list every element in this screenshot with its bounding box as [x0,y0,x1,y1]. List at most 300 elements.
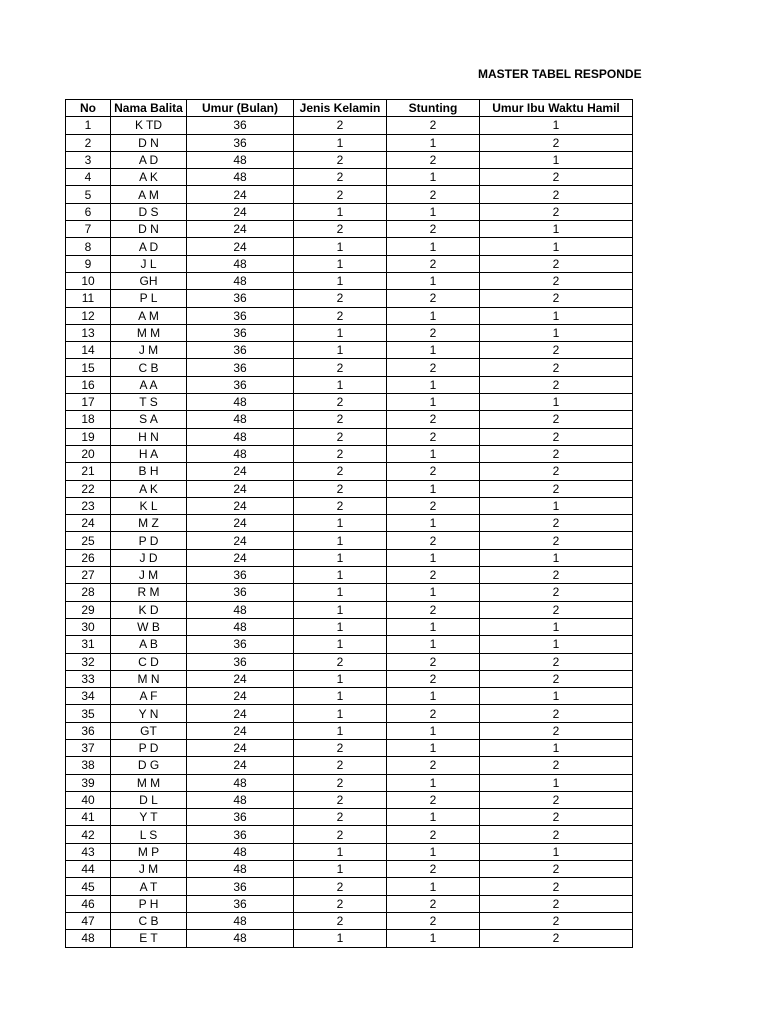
cell-stunting: 1 [387,584,480,601]
table-row [66,601,633,618]
cell-no: 24 [66,515,111,532]
cell-jenis-kelamin: 2 [294,359,387,376]
cell-stunting: 2 [387,757,480,774]
cell-stunting: 2 [387,791,480,808]
cell-no: 31 [66,636,111,653]
cell-nama-balita: D G [111,757,187,774]
cell-nama-balita: T S [111,394,187,411]
cell-stunting: 1 [387,169,480,186]
cell-no: 16 [66,376,111,393]
cell-umur-bulan: 36 [187,895,294,912]
page-title: MASTER TABEL RESPONDE [478,67,642,81]
cell-umur-bulan: 36 [187,567,294,584]
cell-jenis-kelamin: 1 [294,342,387,359]
cell-umur-ibu: 1 [480,843,633,860]
cell-no: 2 [66,134,111,151]
header-jenis-kelamin: Jenis Kelamin [294,100,387,117]
cell-no: 40 [66,791,111,808]
cell-umur-ibu: 2 [480,930,633,947]
cell-umur-ibu: 2 [480,757,633,774]
cell-stunting: 2 [387,670,480,687]
cell-umur-ibu: 2 [480,359,633,376]
cell-umur-bulan: 36 [187,134,294,151]
cell-umur-ibu: 2 [480,463,633,480]
cell-umur-ibu: 2 [480,584,633,601]
cell-jenis-kelamin: 2 [294,394,387,411]
cell-no: 1 [66,117,111,134]
cell-nama-balita: GT [111,722,187,739]
cell-jenis-kelamin: 2 [294,809,387,826]
cell-stunting: 2 [387,601,480,618]
cell-umur-bulan: 48 [187,272,294,289]
cell-umur-ibu: 1 [480,636,633,653]
cell-no: 38 [66,757,111,774]
cell-no: 4 [66,169,111,186]
cell-umur-bulan: 48 [187,445,294,462]
cell-jenis-kelamin: 1 [294,843,387,860]
table-row [66,515,633,532]
cell-nama-balita: A K [111,480,187,497]
cell-umur-bulan: 24 [187,221,294,238]
cell-jenis-kelamin: 2 [294,774,387,791]
cell-umur-bulan: 48 [187,601,294,618]
table-row [66,307,633,324]
header-umur-bulan: Umur (Bulan) [187,100,294,117]
cell-umur-bulan: 24 [187,186,294,203]
table-row [66,739,633,756]
cell-stunting: 1 [387,238,480,255]
header-stunting: Stunting [387,100,480,117]
cell-umur-bulan: 48 [187,428,294,445]
cell-jenis-kelamin: 1 [294,601,387,618]
cell-stunting: 2 [387,359,480,376]
cell-nama-balita: R M [111,584,187,601]
cell-nama-balita: C D [111,653,187,670]
table-row [66,480,633,497]
table-row [66,238,633,255]
cell-umur-ibu: 2 [480,480,633,497]
table-row [66,134,633,151]
cell-nama-balita: A D [111,238,187,255]
cell-no: 7 [66,221,111,238]
cell-nama-balita: P H [111,895,187,912]
table-row [66,428,633,445]
cell-umur-ibu: 2 [480,895,633,912]
cell-umur-ibu: 2 [480,428,633,445]
cell-jenis-kelamin: 1 [294,549,387,566]
cell-nama-balita: A A [111,376,187,393]
cell-umur-bulan: 24 [187,670,294,687]
cell-nama-balita: C B [111,359,187,376]
cell-umur-bulan: 36 [187,307,294,324]
cell-umur-ibu: 2 [480,722,633,739]
cell-no: 48 [66,930,111,947]
cell-no: 46 [66,895,111,912]
cell-no: 3 [66,151,111,168]
cell-stunting: 2 [387,826,480,843]
cell-jenis-kelamin: 2 [294,307,387,324]
cell-stunting: 2 [387,912,480,929]
table-row [66,826,633,843]
cell-nama-balita: K D [111,601,187,618]
cell-no: 19 [66,428,111,445]
cell-no: 34 [66,688,111,705]
header-no: No [66,100,111,117]
cell-jenis-kelamin: 2 [294,186,387,203]
cell-jenis-kelamin: 2 [294,428,387,445]
cell-umur-ibu: 2 [480,567,633,584]
cell-umur-bulan: 36 [187,376,294,393]
cell-stunting: 2 [387,151,480,168]
cell-umur-ibu: 1 [480,117,633,134]
cell-jenis-kelamin: 2 [294,117,387,134]
cell-umur-bulan: 36 [187,809,294,826]
table-row [66,497,633,514]
table-row [66,186,633,203]
table-row [66,532,633,549]
cell-no: 41 [66,809,111,826]
table-row [66,117,633,134]
cell-umur-bulan: 24 [187,757,294,774]
cell-jenis-kelamin: 2 [294,653,387,670]
cell-umur-ibu: 2 [480,290,633,307]
cell-nama-balita: M P [111,843,187,860]
cell-no: 44 [66,861,111,878]
cell-no: 42 [66,826,111,843]
cell-stunting: 2 [387,255,480,272]
cell-umur-ibu: 1 [480,774,633,791]
cell-jenis-kelamin: 1 [294,636,387,653]
cell-jenis-kelamin: 1 [294,134,387,151]
cell-stunting: 1 [387,134,480,151]
cell-umur-bulan: 48 [187,912,294,929]
cell-umur-ibu: 1 [480,618,633,635]
cell-umur-bulan: 24 [187,515,294,532]
cell-umur-bulan: 36 [187,653,294,670]
cell-nama-balita: A B [111,636,187,653]
cell-no: 43 [66,843,111,860]
cell-jenis-kelamin: 2 [294,912,387,929]
cell-no: 32 [66,653,111,670]
cell-no: 13 [66,324,111,341]
cell-umur-ibu: 2 [480,376,633,393]
cell-jenis-kelamin: 2 [294,739,387,756]
header-umur-ibu: Umur Ibu Waktu Hamil [480,100,633,117]
table-body [66,117,633,947]
cell-umur-bulan: 36 [187,290,294,307]
cell-umur-ibu: 2 [480,705,633,722]
cell-no: 26 [66,549,111,566]
table-row [66,757,633,774]
cell-umur-ibu: 1 [480,238,633,255]
cell-umur-bulan: 24 [187,497,294,514]
cell-nama-balita: J M [111,861,187,878]
cell-jenis-kelamin: 1 [294,238,387,255]
table-row [66,618,633,635]
cell-stunting: 2 [387,463,480,480]
cell-no: 15 [66,359,111,376]
cell-umur-ibu: 1 [480,324,633,341]
cell-stunting: 1 [387,739,480,756]
cell-umur-bulan: 48 [187,930,294,947]
cell-jenis-kelamin: 1 [294,515,387,532]
cell-nama-balita: D N [111,221,187,238]
cell-umur-ibu: 2 [480,826,633,843]
cell-umur-ibu: 2 [480,272,633,289]
cell-nama-balita: Y N [111,705,187,722]
cell-umur-bulan: 24 [187,705,294,722]
table-row [66,376,633,393]
cell-umur-bulan: 36 [187,324,294,341]
cell-no: 22 [66,480,111,497]
master-table [65,99,633,948]
cell-stunting: 2 [387,290,480,307]
cell-jenis-kelamin: 2 [294,878,387,895]
cell-no: 37 [66,739,111,756]
cell-no: 6 [66,203,111,220]
cell-stunting: 2 [387,428,480,445]
cell-jenis-kelamin: 2 [294,445,387,462]
cell-nama-balita: A K [111,169,187,186]
cell-nama-balita: S A [111,411,187,428]
cell-nama-balita: M Z [111,515,187,532]
cell-umur-ibu: 2 [480,670,633,687]
cell-stunting: 1 [387,376,480,393]
table-row [66,774,633,791]
cell-jenis-kelamin: 1 [294,532,387,549]
cell-no: 27 [66,567,111,584]
table-row [66,636,633,653]
cell-nama-balita: J L [111,255,187,272]
cell-no: 8 [66,238,111,255]
cell-umur-ibu: 1 [480,307,633,324]
table-row [66,843,633,860]
cell-nama-balita: A M [111,307,187,324]
table-row [66,203,633,220]
cell-jenis-kelamin: 2 [294,757,387,774]
cell-stunting: 1 [387,203,480,220]
cell-jenis-kelamin: 1 [294,688,387,705]
cell-nama-balita: C B [111,912,187,929]
cell-nama-balita: A D [111,151,187,168]
table-row [66,912,633,929]
cell-no: 45 [66,878,111,895]
cell-nama-balita: K TD [111,117,187,134]
cell-umur-ibu: 2 [480,653,633,670]
cell-umur-bulan: 48 [187,861,294,878]
cell-umur-bulan: 48 [187,791,294,808]
cell-nama-balita: L S [111,826,187,843]
cell-umur-bulan: 36 [187,826,294,843]
cell-stunting: 1 [387,445,480,462]
cell-stunting: 2 [387,221,480,238]
cell-umur-ibu: 1 [480,151,633,168]
cell-stunting: 1 [387,878,480,895]
cell-stunting: 2 [387,411,480,428]
cell-jenis-kelamin: 2 [294,791,387,808]
table-row [66,722,633,739]
cell-umur-ibu: 2 [480,445,633,462]
cell-umur-bulan: 24 [187,463,294,480]
cell-nama-balita: P D [111,739,187,756]
cell-jenis-kelamin: 1 [294,584,387,601]
cell-nama-balita: E T [111,930,187,947]
cell-stunting: 1 [387,515,480,532]
cell-jenis-kelamin: 1 [294,670,387,687]
cell-jenis-kelamin: 1 [294,203,387,220]
cell-stunting: 1 [387,307,480,324]
cell-stunting: 1 [387,843,480,860]
table-row [66,705,633,722]
cell-umur-bulan: 48 [187,774,294,791]
cell-umur-ibu: 2 [480,532,633,549]
cell-no: 21 [66,463,111,480]
cell-jenis-kelamin: 1 [294,567,387,584]
cell-stunting: 2 [387,861,480,878]
cell-stunting: 2 [387,117,480,134]
table-row [66,169,633,186]
cell-nama-balita: P L [111,290,187,307]
cell-nama-balita: D L [111,791,187,808]
cell-no: 17 [66,394,111,411]
cell-nama-balita: W B [111,618,187,635]
cell-stunting: 1 [387,549,480,566]
cell-nama-balita: H N [111,428,187,445]
cell-nama-balita: H A [111,445,187,462]
cell-no: 30 [66,618,111,635]
cell-umur-ibu: 2 [480,912,633,929]
cell-stunting: 2 [387,186,480,203]
cell-nama-balita: B H [111,463,187,480]
cell-jenis-kelamin: 1 [294,324,387,341]
cell-no: 20 [66,445,111,462]
cell-umur-bulan: 24 [187,480,294,497]
table-row [66,394,633,411]
cell-no: 29 [66,601,111,618]
cell-stunting: 2 [387,653,480,670]
cell-umur-bulan: 24 [187,549,294,566]
cell-umur-bulan: 48 [187,618,294,635]
cell-nama-balita: P D [111,532,187,549]
cell-jenis-kelamin: 2 [294,151,387,168]
cell-jenis-kelamin: 2 [294,497,387,514]
cell-stunting: 2 [387,567,480,584]
cell-no: 10 [66,272,111,289]
table-header-row [66,100,633,117]
table-row [66,324,633,341]
cell-jenis-kelamin: 1 [294,272,387,289]
cell-umur-ibu: 1 [480,549,633,566]
table-row [66,584,633,601]
cell-umur-ibu: 2 [480,809,633,826]
cell-stunting: 1 [387,272,480,289]
table-row [66,653,633,670]
cell-umur-bulan: 24 [187,722,294,739]
cell-nama-balita: A M [111,186,187,203]
table-row [66,221,633,238]
table-row [66,151,633,168]
cell-umur-bulan: 36 [187,359,294,376]
table-row [66,272,633,289]
table-row [66,791,633,808]
cell-nama-balita: M M [111,324,187,341]
table-row [66,809,633,826]
cell-umur-ibu: 1 [480,739,633,756]
cell-nama-balita: J M [111,342,187,359]
cell-stunting: 1 [387,930,480,947]
cell-stunting: 2 [387,532,480,549]
table-row [66,878,633,895]
cell-stunting: 2 [387,895,480,912]
cell-no: 39 [66,774,111,791]
cell-stunting: 1 [387,809,480,826]
cell-stunting: 1 [387,394,480,411]
cell-jenis-kelamin: 2 [294,826,387,843]
cell-jenis-kelamin: 2 [294,169,387,186]
table-row [66,342,633,359]
cell-umur-ibu: 2 [480,134,633,151]
cell-umur-ibu: 1 [480,497,633,514]
table-row [66,688,633,705]
cell-jenis-kelamin: 2 [294,411,387,428]
cell-nama-balita: M N [111,670,187,687]
cell-umur-bulan: 24 [187,532,294,549]
table-row [66,255,633,272]
cell-umur-ibu: 2 [480,186,633,203]
cell-umur-ibu: 2 [480,169,633,186]
cell-nama-balita: J M [111,567,187,584]
cell-nama-balita: A F [111,688,187,705]
cell-umur-bulan: 48 [187,151,294,168]
table-row [66,930,633,947]
cell-no: 23 [66,497,111,514]
cell-umur-ibu: 1 [480,688,633,705]
cell-umur-ibu: 2 [480,601,633,618]
table-row [66,411,633,428]
cell-no: 9 [66,255,111,272]
cell-umur-ibu: 2 [480,791,633,808]
cell-umur-bulan: 24 [187,238,294,255]
table-row [66,549,633,566]
cell-umur-ibu: 2 [480,411,633,428]
cell-umur-bulan: 24 [187,688,294,705]
table-row [66,567,633,584]
cell-stunting: 2 [387,497,480,514]
cell-no: 25 [66,532,111,549]
cell-no: 5 [66,186,111,203]
cell-jenis-kelamin: 1 [294,722,387,739]
table-row [66,445,633,462]
table-row [66,861,633,878]
cell-jenis-kelamin: 1 [294,861,387,878]
cell-no: 12 [66,307,111,324]
cell-no: 18 [66,411,111,428]
cell-nama-balita: A T [111,878,187,895]
cell-no: 28 [66,584,111,601]
cell-jenis-kelamin: 2 [294,290,387,307]
cell-umur-ibu: 1 [480,394,633,411]
cell-umur-bulan: 48 [187,411,294,428]
cell-stunting: 1 [387,480,480,497]
table-row [66,463,633,480]
cell-stunting: 1 [387,618,480,635]
cell-jenis-kelamin: 2 [294,895,387,912]
cell-umur-bulan: 24 [187,203,294,220]
cell-nama-balita: GH [111,272,187,289]
cell-jenis-kelamin: 1 [294,376,387,393]
cell-no: 35 [66,705,111,722]
cell-stunting: 2 [387,705,480,722]
